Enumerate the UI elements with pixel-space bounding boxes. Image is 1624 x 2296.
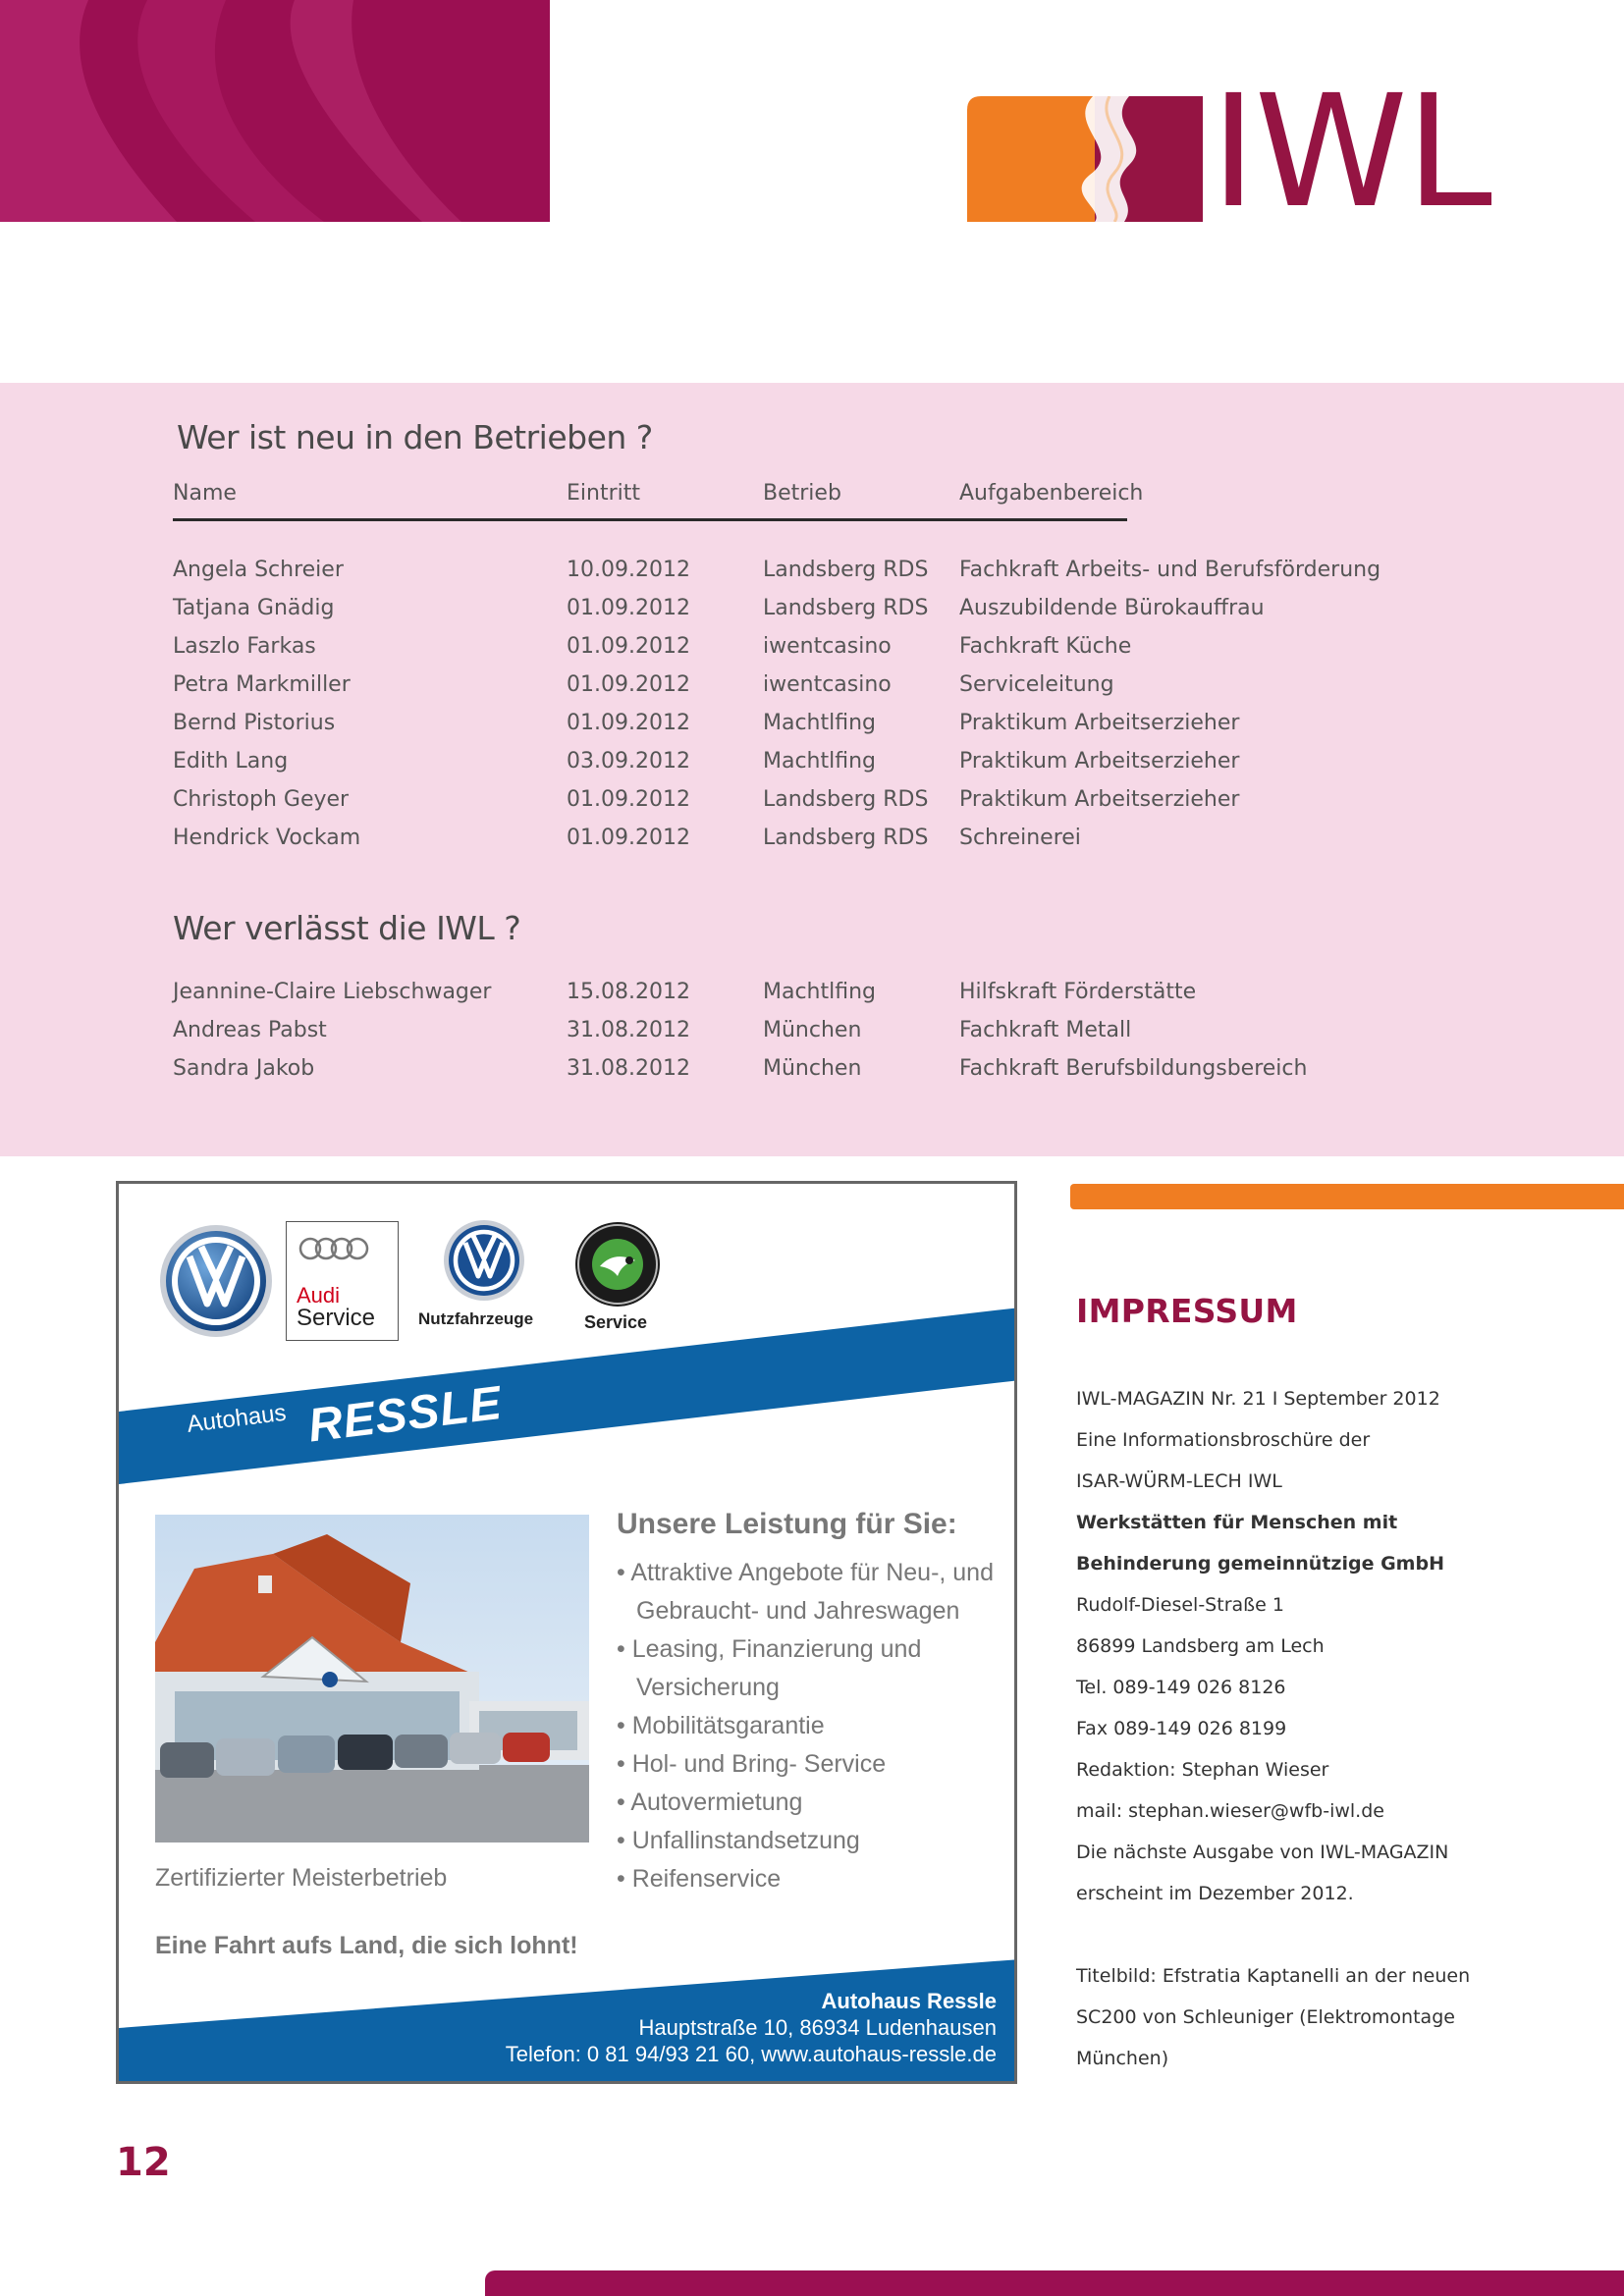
audi-brand-label: Audi	[297, 1283, 341, 1308]
date-cell: 31.08.2012	[567, 1018, 690, 1042]
table-row	[0, 711, 1624, 740]
orange-accent-bar	[1070, 1184, 1624, 1209]
impressum-title: IMPRESSUM	[1076, 1292, 1298, 1330]
column-header-betrieb: Betrieb	[763, 481, 841, 506]
ad-services-list	[617, 1554, 1009, 1898]
table-row	[0, 980, 1624, 1009]
impressum-line: ISAR-WÜRM-LECH IWL	[1076, 1470, 1282, 1492]
impressum-line: Tel. 089-149 026 8126	[1076, 1677, 1286, 1698]
impressum-line: erscheint im Dezember 2012.	[1076, 1883, 1354, 1904]
aufgabe-cell: Hilfskraft Förderstätte	[959, 980, 1197, 1004]
list-item: • Mobilitätsgarantie	[617, 1707, 1009, 1745]
date-cell: 03.09.2012	[567, 749, 690, 774]
date-cell: 01.09.2012	[567, 826, 690, 850]
list-item: • Reifenservice	[617, 1860, 1009, 1898]
column-header-eintritt: Eintritt	[567, 481, 640, 506]
impressum-line: Behinderung gemeinnützige GmbH	[1076, 1553, 1444, 1575]
column-header-aufgabenbereich: Aufgabenbereich	[959, 481, 1144, 506]
skoda-logo-icon	[574, 1221, 661, 1308]
table-row	[0, 634, 1624, 664]
name-cell: Christoph Geyer	[173, 787, 350, 812]
aufgabe-cell: Serviceleitung	[959, 672, 1114, 697]
skoda-service-label: Service	[584, 1312, 648, 1332]
list-item: • Leasing, Finanzierung und Versicherung	[617, 1630, 1009, 1707]
date-cell: 10.09.2012	[567, 558, 690, 582]
table-row	[0, 596, 1624, 625]
date-cell: 01.09.2012	[567, 634, 690, 659]
name-cell: Sandra Jakob	[173, 1056, 315, 1081]
name-cell: Petra Markmiller	[173, 672, 351, 697]
betrieb-cell: Landsberg RDS	[763, 787, 929, 812]
autohaus-label: Autohaus	[186, 1399, 288, 1438]
corner-decoration	[0, 0, 550, 222]
impressum-line: 86899 Landsberg am Lech	[1076, 1635, 1325, 1657]
table-row	[0, 826, 1624, 855]
date-cell: 01.09.2012	[567, 672, 690, 697]
bottom-accent-bar	[485, 2270, 1624, 2296]
table-row	[0, 558, 1624, 587]
vw-logo-icon	[158, 1223, 274, 1339]
name-cell: Edith Lang	[173, 749, 289, 774]
betrieb-cell: Machtlfing	[763, 749, 877, 774]
name-cell: Bernd Pistorius	[173, 711, 336, 735]
table-row	[0, 1018, 1624, 1047]
aufgabe-cell: Praktikum Arbeitserzieher	[959, 787, 1240, 812]
leaving-staff-heading: Wer verlässt die IWL ?	[173, 909, 521, 947]
date-cell: 15.08.2012	[567, 980, 690, 1004]
betrieb-cell: iwentcasino	[763, 672, 892, 697]
iwl-logo-mark	[967, 96, 1203, 222]
betrieb-cell: Machtlfing	[763, 980, 877, 1004]
aufgabe-cell: Fachkraft Metall	[959, 1018, 1132, 1042]
ad-slogan: Eine Fahrt aufs Land, die sich lohnt!	[155, 1932, 578, 1959]
page-number: 12	[116, 2140, 171, 2185]
date-cell: 01.09.2012	[567, 596, 690, 620]
betrieb-cell: München	[763, 1018, 862, 1042]
date-cell: 01.09.2012	[567, 787, 690, 812]
impressum-line: Eine Informationsbroschüre der	[1076, 1429, 1371, 1451]
impressum-line: Werkstätten für Menschen mit	[1076, 1512, 1398, 1533]
aufgabe-cell: Fachkraft Küche	[959, 634, 1132, 659]
ressle-wordmark: RESSLE	[305, 1376, 506, 1453]
name-cell: Andreas Pabst	[173, 1018, 327, 1042]
iwl-logo-text: IWL	[1211, 62, 1490, 242]
list-item: • Attraktive Angebote für Neu-, und Gebraucht- und Jahreswagen	[617, 1554, 1009, 1630]
betrieb-cell: Machtlfing	[763, 711, 877, 735]
aufgabe-cell: Fachkraft Arbeits- und Berufsförderung	[959, 558, 1381, 582]
impressum-line: Fax 089-149 026 8199	[1076, 1718, 1287, 1739]
impressum-email[interactable]: mail: stephan.wieser@wfb-iwl.de	[1076, 1800, 1384, 1822]
table-row	[0, 749, 1624, 778]
aufgabe-cell: Auszubildende Bürokauffrau	[959, 596, 1265, 620]
betrieb-cell: München	[763, 1056, 862, 1081]
list-item: • Unfallinstandsetzung	[617, 1822, 1009, 1860]
table-row	[0, 672, 1624, 702]
ad-services-heading: Unsere Leistung für Sie:	[617, 1508, 957, 1540]
impressum-line: Die nächste Ausgabe von IWL-MAGAZIN	[1076, 1842, 1449, 1863]
betrieb-cell: iwentcasino	[763, 634, 892, 659]
name-cell: Laszlo Farkas	[173, 634, 316, 659]
name-cell: Hendrick Vockam	[173, 826, 361, 850]
certified-text: Zertifizierter Meisterbetrieb	[155, 1864, 448, 1892]
nutzfahrzeuge-label: Nutzfahrzeuge	[418, 1309, 534, 1328]
table-row	[0, 1056, 1624, 1086]
date-cell: 31.08.2012	[567, 1056, 690, 1081]
ad-footer-address: Hauptstraße 10, 86934 Ludenhausen	[638, 2015, 997, 2040]
name-cell: Angela Schreier	[173, 558, 344, 582]
table-row	[0, 787, 1624, 817]
aufgabe-cell: Schreinerei	[959, 826, 1081, 850]
new-staff-heading: Wer ist neu in den Betrieben ?	[177, 418, 653, 456]
betrieb-cell: Landsberg RDS	[763, 826, 929, 850]
iwl-logo	[967, 62, 1507, 242]
impressum-line: Redaktion: Stephan Wieser	[1076, 1759, 1329, 1781]
header-divider	[173, 518, 1127, 521]
aufgabe-cell: Fachkraft Berufsbildungsbereich	[959, 1056, 1308, 1081]
vw-nutzfahrzeuge-logo-icon	[443, 1219, 525, 1302]
ad-footer-name: Autohaus Ressle	[821, 1989, 997, 2013]
autohaus-ressle-ad	[116, 1181, 1017, 2084]
list-item: • Hol- und Bring- Service	[617, 1745, 1009, 1784]
impressum-line: München)	[1076, 2048, 1169, 2069]
betrieb-cell: Landsberg RDS	[763, 596, 929, 620]
audi-service-label: Service	[297, 1305, 376, 1331]
staff-changes-section	[0, 383, 1624, 1156]
audi-rings-icon	[298, 1236, 369, 1261]
column-header-name: Name	[173, 481, 237, 506]
impressum-line: IWL-MAGAZIN Nr. 21 I September 2012	[1076, 1388, 1440, 1410]
name-cell: Jeannine-Claire Liebschwager	[173, 980, 492, 1004]
list-item: • Autovermietung	[617, 1784, 1009, 1822]
impressum-line: SC200 von Schleuniger (Elektromontage	[1076, 2006, 1455, 2028]
impressum-line: Rudolf-Diesel-Straße 1	[1076, 1594, 1284, 1616]
ad-footer-contact: Telefon: 0 81 94/93 21 60, www.autohaus-ressle.de	[505, 2042, 997, 2066]
betrieb-cell: Landsberg RDS	[763, 558, 929, 582]
date-cell: 01.09.2012	[567, 711, 690, 735]
aufgabe-cell: Praktikum Arbeitserzieher	[959, 749, 1240, 774]
dealership-photo	[155, 1515, 589, 1842]
audi-service-logo	[286, 1221, 399, 1341]
name-cell: Tatjana Gnädig	[173, 596, 335, 620]
impressum-line: Titelbild: Efstratia Kaptanelli an der neuen	[1076, 1965, 1471, 1987]
aufgabe-cell: Praktikum Arbeitserzieher	[959, 711, 1240, 735]
